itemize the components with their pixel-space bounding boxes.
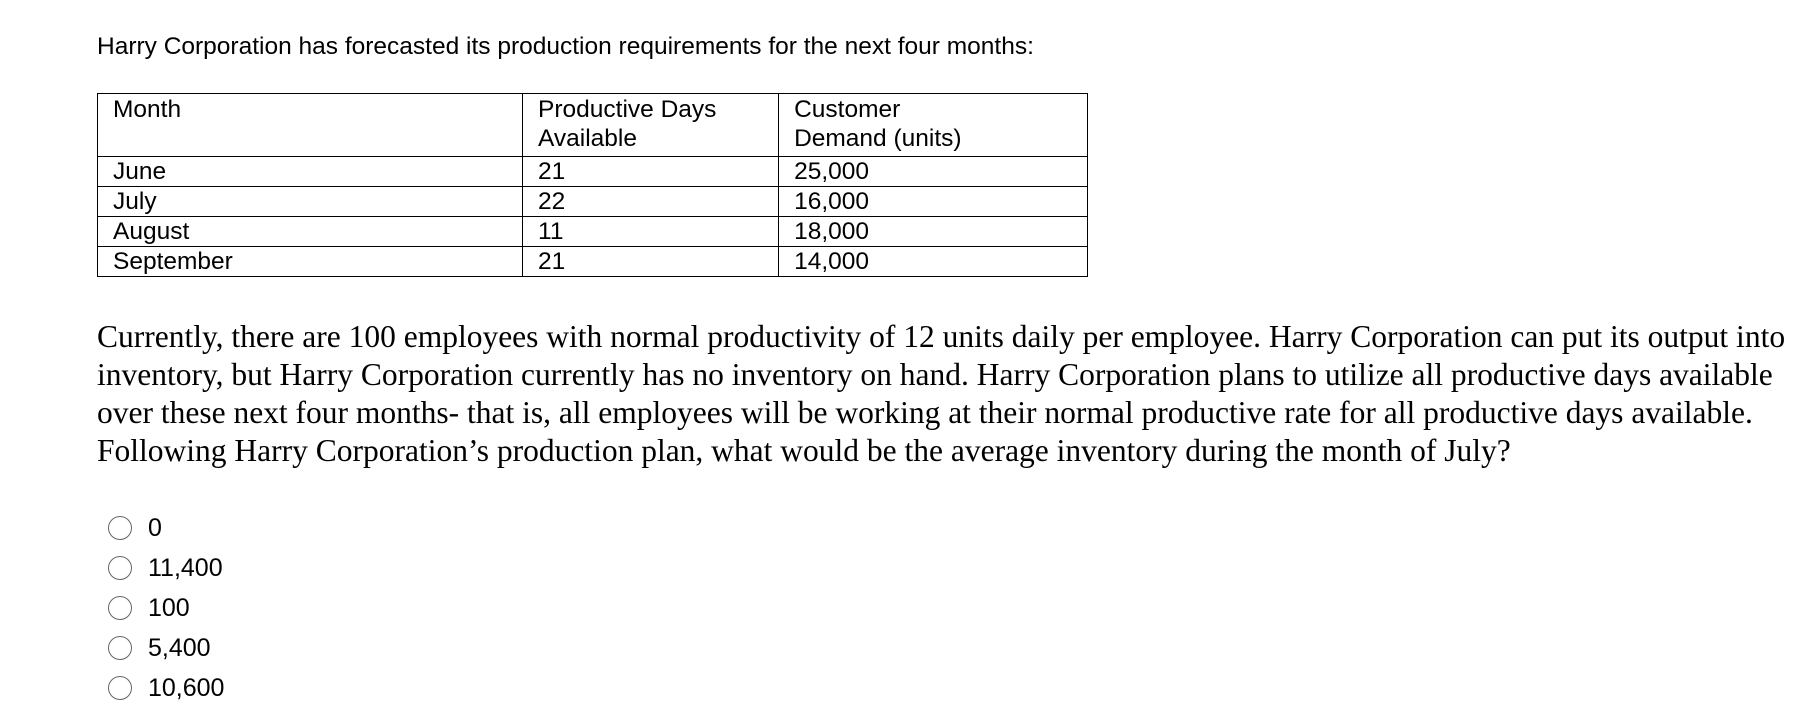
option-label: 5,400 [148,634,211,662]
cell-days: 11 [523,217,779,247]
radio-button[interactable] [108,516,132,540]
header-productive-days-line1: Productive Days [538,96,717,123]
option-label: 11,400 [148,554,223,582]
header-month [98,94,523,157]
option-label: 100 [148,594,190,622]
answer-option[interactable] [108,668,224,708]
answer-option[interactable] [108,588,224,628]
table-row [98,247,1088,277]
table-header-row [98,94,1088,157]
header-month-label: Month [113,96,182,123]
cell-demand: 14,000 [779,247,1088,277]
cell-demand: 18,000 [779,217,1088,247]
cell-days: 21 [523,157,779,187]
production-table [97,93,1088,277]
cell-month: August [98,217,523,247]
header-productive-days [523,94,779,157]
answer-options [108,508,224,708]
option-label: 0 [148,514,162,542]
cell-month: September [98,247,523,277]
radio-button[interactable] [108,556,132,580]
option-label: 10,600 [148,674,225,702]
radio-button[interactable] [108,676,132,700]
question-text: Currently, there are 100 employees with normal productivity of 12 units daily per employee. Harry Corporation can put its output into inventory, but Harry Corporation currently has no inventory on hand. Harry Corporation plans to utilize all productive days available over these next four months- that is, all employees will be working at their normal productive rate for all productive days available. Following Harry Corporation’s production plan, what would be the average inventory during the month of July? [97,319,1786,468]
cell-days: 21 [523,247,779,277]
table-row [98,217,1088,247]
answer-option[interactable] [108,548,224,588]
header-customer-demand-line2: Demand (units) [794,125,962,152]
radio-button[interactable] [108,636,132,660]
header-customer-demand-line1: Customer [794,96,901,123]
table-row [98,157,1088,187]
header-productive-days-line2: Available [538,125,637,152]
intro-text: Harry Corporation has forecasted its production requirements for the next four months: [97,33,1034,60]
radio-button[interactable] [108,596,132,620]
cell-demand: 25,000 [779,157,1088,187]
cell-demand: 16,000 [779,187,1088,217]
cell-month: June [98,157,523,187]
cell-days: 22 [523,187,779,217]
answer-option[interactable] [108,508,224,548]
table-row [98,187,1088,217]
header-customer-demand [779,94,1088,157]
cell-month: July [98,187,523,217]
answer-option[interactable] [108,628,224,668]
